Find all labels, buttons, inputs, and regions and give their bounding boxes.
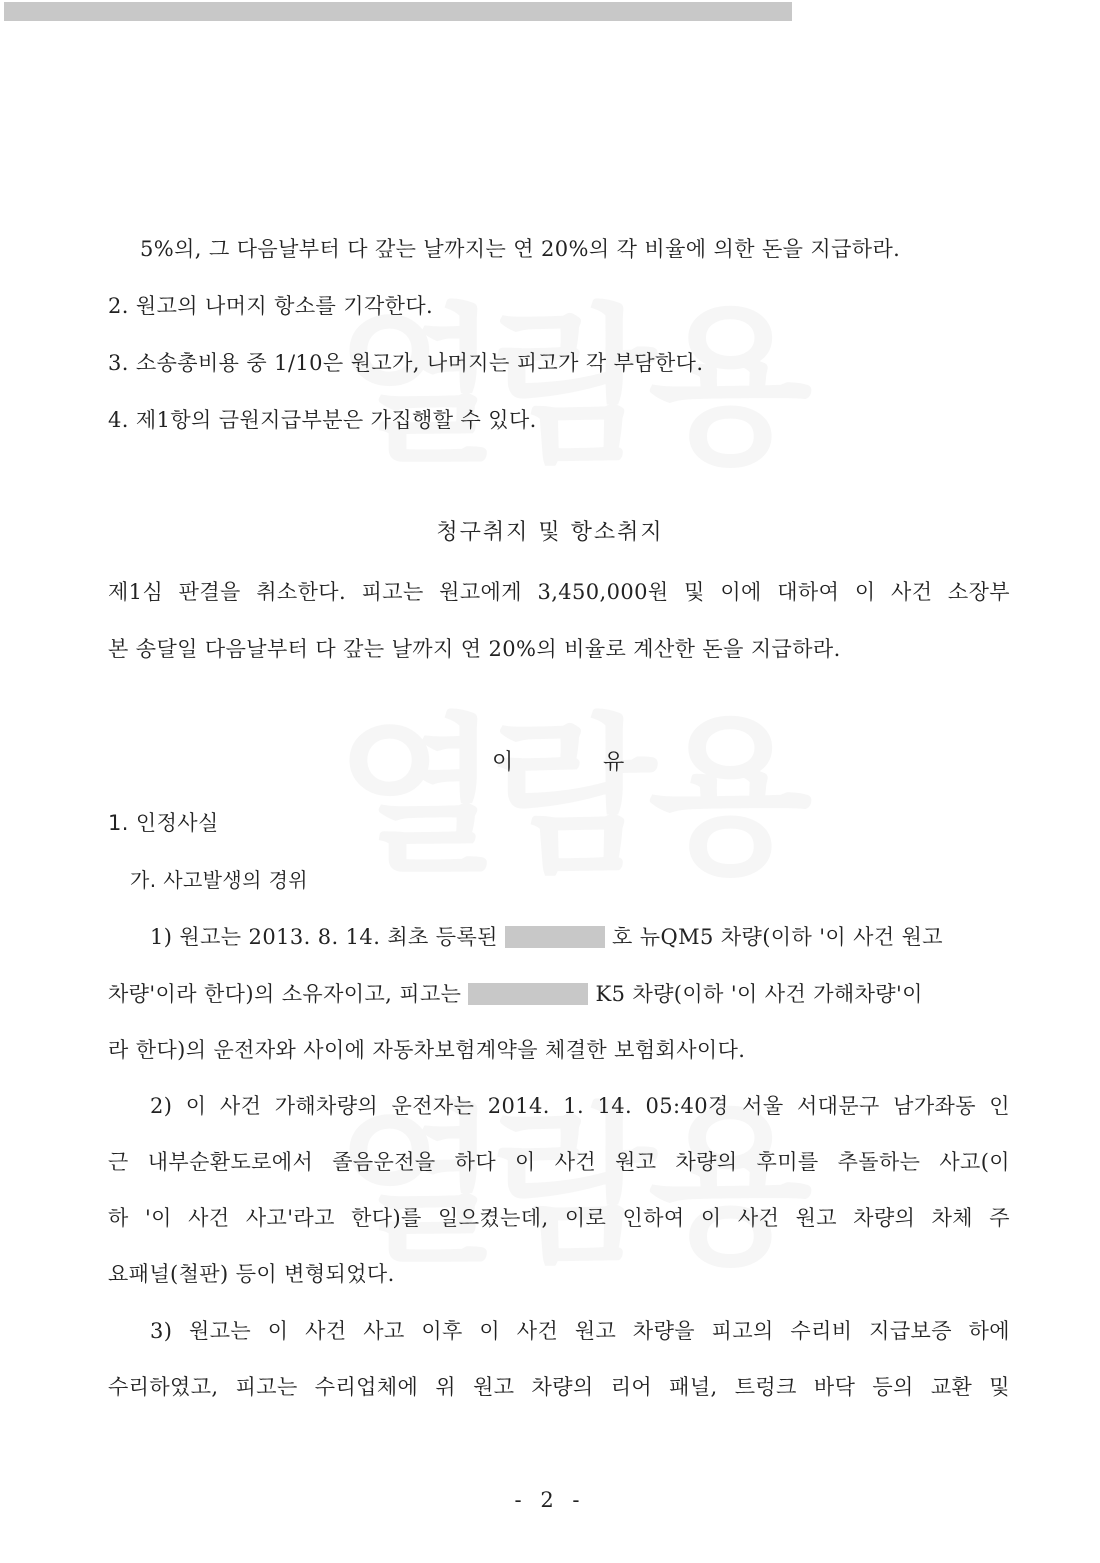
redaction-bar-top — [4, 2, 792, 21]
reasons-heading-left: 이 — [492, 750, 514, 775]
paragraph-2-line: 2) 이 사건 가해차량의 운전자는 2014. 1. 14. 05:40경 서울 서대문구 남가좌동 인 — [150, 1094, 1010, 1118]
disposition-item-2: 2. 원고의 나머지 항소를 기각한다. — [108, 294, 434, 318]
claim-heading: 청구취지 및 항소취지 — [436, 520, 664, 545]
claim-line: 제1심 판결을 취소한다. 피고는 원고에게 3,450,000원 및 이에 대하여 이 사건 소장부 — [108, 580, 1010, 604]
disposition-continuation: 5%의, 그 다음날부터 다 갚는 날까지는 연 20%의 각 비율에 의한 돈을 지급하라. — [140, 237, 901, 261]
paragraph-1-line-2 — [108, 979, 1010, 1009]
paragraph-2-line: 요패널(철판) 등이 변형되었다. — [108, 1262, 395, 1286]
redacted-plate — [468, 983, 588, 1005]
disposition-item-3: 3. 소송총비용 중 1/10은 원고가, 나머지는 피고가 각 부담한다. — [108, 351, 704, 375]
text-segment: 1) 원고는 2013. 8. 14. 최초 등록된 — [150, 925, 498, 949]
text-segment: 호 뉴QM5 차량(이하 '이 사건 원고 — [612, 925, 943, 949]
paragraph-3-line: 3) 원고는 이 사건 사고 이후 이 사건 원고 차량을 피고의 수리비 지급보증 하에 — [150, 1319, 1010, 1343]
paragraph-2-line: 근 내부순환도로에서 졸음운전을 하다 이 사건 원고 차량의 후미를 추돌하는 사고(이 — [108, 1150, 1010, 1174]
paragraph-2-line: 하 '이 사건 사고'라고 한다)를 일으켰는데, 이로 인하여 이 사건 원고 차량의 차체 주 — [108, 1206, 1010, 1230]
paragraph-1-line-3: 라 한다)의 운전자와 사이에 자동차보험계약을 체결한 보험회사이다. — [108, 1038, 746, 1062]
paragraph-3-line: 수리하였고, 피고는 수리업체에 위 원고 차량의 리어 패널, 트렁크 바닥 등의 교환 및 — [108, 1375, 1010, 1399]
claim-line: 본 송달일 다음날부터 다 갚는 날까지 연 20%의 비율로 계산한 돈을 지급하라. — [108, 637, 841, 661]
text-segment: K5 차량(이하 '이 사건 가해차량'이 — [595, 982, 923, 1006]
reasons-heading-right: 유 — [603, 750, 625, 775]
section-title: 1. 인정사실 — [108, 811, 219, 835]
redacted-plate — [505, 926, 605, 948]
paragraph-1-line-1 — [150, 922, 1010, 952]
subsection-title: 가. 사고발생의 경위 — [130, 868, 309, 892]
text-segment: 차량'이라 한다)의 소유자이고, 피고는 — [108, 982, 462, 1006]
disposition-item-4: 4. 제1항의 금원지급부분은 가집행할 수 있다. — [108, 408, 537, 432]
page-number: - 2 - — [514, 1488, 586, 1512]
